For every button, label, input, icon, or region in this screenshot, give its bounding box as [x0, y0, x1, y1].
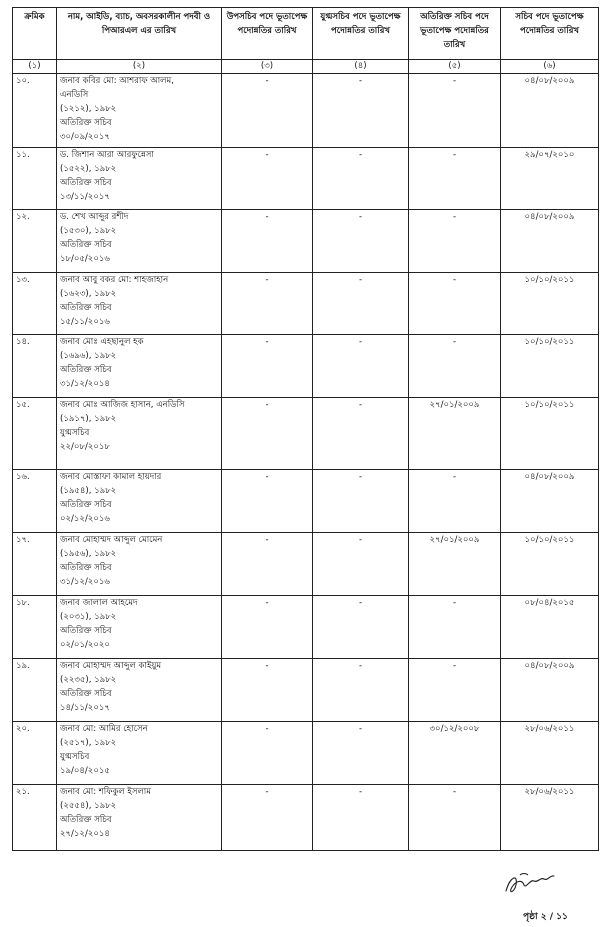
designation-line: অতিরিক্ত সচিব [60, 815, 112, 825]
name-cell [57, 533, 222, 596]
deputy-secretary-date: - [222, 659, 313, 722]
name-cell [57, 470, 222, 533]
col-number: (২) [57, 60, 222, 74]
name-cell [57, 596, 222, 659]
additional-secretary-date: ২৭/০১/২০০৯ [409, 533, 501, 596]
serial-cell: ১৩. [13, 273, 57, 335]
joint-secretary-date: - [313, 722, 409, 785]
joint-secretary-date: - [313, 596, 409, 659]
col-number: (৩) [222, 60, 313, 74]
header-joint-secretary: যুগ্মসচিব পদে ভূতাপেক্ষ পদোন্নতির তারিখ [313, 8, 409, 60]
secretary-date: ০৪/০৮/২০০৯ [501, 74, 599, 148]
prl-date-line: ১৯/০৪/২০১৫ [60, 766, 110, 776]
additional-secretary-date: - [409, 273, 501, 335]
promotion-table [12, 7, 599, 851]
designation-line: অতিরিক্ত সচিব [60, 118, 112, 128]
prl-date-line: ১৩/১১/২০১৭ [60, 192, 110, 202]
name-cell [57, 210, 222, 273]
deputy-secretary-date: - [222, 596, 313, 659]
header-name: নাম, আইডি, ব্যাচ, অবসরকালীন পদবী ও পিআরএল এর তারিখ [57, 8, 222, 60]
name-cell [57, 273, 222, 335]
id-batch-line: (১৬৯৬), ১৯৮২ [60, 351, 117, 361]
col-number: (৫) [409, 60, 501, 74]
designation-line: যুগ্মসচিব [60, 428, 90, 438]
id-batch-line: (২০৩১), ১৯৮২ [60, 612, 117, 622]
secretary-date: ১০/১০/২০১১ [501, 273, 599, 335]
id-batch-line: (২২৩৫), ১৯৮২ [60, 675, 117, 685]
name-line: জনাব মোহাম্মদ আব্দুল মোমেন [60, 535, 163, 545]
name-line: জনাব মো: শফিকুল ইসলাম [60, 787, 151, 797]
col-number: (১) [13, 60, 57, 74]
serial-cell: ১৮. [13, 596, 57, 659]
deputy-secretary-date: - [222, 74, 313, 148]
deputy-secretary-date: - [222, 470, 313, 533]
secretary-date: ২৯/০৭/২০১০ [501, 148, 599, 210]
name-line: জনাব জালাল আহমেদ [60, 598, 138, 608]
serial-cell: ২০. [13, 722, 57, 785]
serial-cell: ১০. [13, 74, 57, 148]
deputy-secretary-date: - [222, 722, 313, 785]
name-line: এনডিসি [60, 90, 89, 100]
joint-secretary-date: - [313, 273, 409, 335]
joint-secretary-date: - [313, 74, 409, 148]
header-additional-secretary: অতিরিক্ত সচিব পদে ভূতাপেক্ষ পদোন্নতির তারিখ [409, 8, 501, 60]
deputy-secretary-date: - [222, 148, 313, 210]
designation-line: অতিরিক্ত সচিব [60, 303, 112, 313]
secretary-date: ০৪/০৮/২০০৯ [501, 210, 599, 273]
prl-date-line: ২২/০৮/২০১৮ [60, 442, 110, 452]
name-cell [57, 148, 222, 210]
table-row [13, 659, 599, 722]
prl-date-line: ০২/০১/২০২০ [60, 640, 110, 650]
deputy-secretary-date: - [222, 210, 313, 273]
serial-cell: ১৪. [13, 335, 57, 398]
designation-line: অতিরিক্ত সচিব [60, 365, 112, 375]
joint-secretary-date: - [313, 659, 409, 722]
signature [500, 867, 560, 897]
additional-secretary-date: ২৭/০১/২০০৯ [409, 398, 501, 470]
additional-secretary-date: - [409, 210, 501, 273]
additional-secretary-date: - [409, 335, 501, 398]
name-line: জনাব মোঃ এহছানুল হক [60, 337, 144, 347]
joint-secretary-date: - [313, 335, 409, 398]
col-number: (৬) [501, 60, 599, 74]
secretary-date: ০৪/০৮/২০০৯ [501, 659, 599, 722]
additional-secretary-date: - [409, 785, 501, 851]
name-line: ড. জিশান আরা আরফুন্নেসা [60, 150, 154, 160]
name-line: জনাব মোহাম্মদ আব্দুল কাইয়ুম [60, 661, 162, 671]
deputy-secretary-date: - [222, 533, 313, 596]
joint-secretary-date: - [313, 398, 409, 470]
id-batch-line: (২৫৫৪), ১৯৮২ [60, 801, 117, 811]
name-cell [57, 335, 222, 398]
header-secretary: সচিব পদে ভূতাপেক্ষ পদোন্নতির তারিখ [501, 8, 599, 60]
designation-line: যুগ্মসচিব [60, 752, 90, 762]
secretary-date: ২৮/০৬/২০১১ [501, 785, 599, 851]
prl-date-line: ১৮/০৫/২০১৬ [60, 254, 110, 264]
table-row [13, 273, 599, 335]
name-cell [57, 74, 222, 148]
table-row [13, 335, 599, 398]
column-number-row [13, 60, 599, 74]
serial-cell: ১১. [13, 148, 57, 210]
header-serial: ক্রমিক [13, 8, 57, 60]
prl-date-line: ৩১/১২/২০১৪ [60, 379, 110, 389]
name-line: জনাব আবু বকর মো: শাহজাহান [60, 275, 169, 285]
name-line: জনাব মোঃ আজিজ হাসান, এনডিসি [60, 400, 185, 410]
id-batch-line: (১৫৩০), ১৯৮২ [60, 226, 117, 236]
id-batch-line: (১৯১৭), ১৯৮২ [60, 414, 117, 424]
id-batch-line: (১২১২), ১৯৮২ [60, 104, 117, 114]
joint-secretary-date: - [313, 785, 409, 851]
designation-line: অতিরিক্ত সচিব [60, 689, 112, 699]
serial-cell: ১৭. [13, 533, 57, 596]
prl-date-line: ২৭/১২/২০১৪ [60, 829, 110, 839]
designation-line: অতিরিক্ত সচিব [60, 240, 112, 250]
secretary-date: ১০/১০/২০১১ [501, 533, 599, 596]
id-batch-line: (১৯৫৪), ১৯৮২ [60, 486, 117, 496]
prl-date-line: ৩০/০৯/২০১৭ [60, 132, 110, 142]
col-number: (৪) [313, 60, 409, 74]
additional-secretary-date: - [409, 148, 501, 210]
serial-cell: ১৯. [13, 659, 57, 722]
name-cell [57, 722, 222, 785]
serial-cell: ১২. [13, 210, 57, 273]
id-batch-line: (২৫১৭), ১৯৮২ [60, 738, 117, 748]
secretary-date: ১০/১০/২০১১ [501, 335, 599, 398]
name-cell [57, 659, 222, 722]
secretary-date: ০৮/০৪/২০১৫ [501, 596, 599, 659]
additional-secretary-date: - [409, 596, 501, 659]
id-batch-line: (১৯৫৬), ১৯৮২ [60, 549, 117, 559]
secretary-date: ১০/১০/২০১১ [501, 398, 599, 470]
designation-line: অতিরিক্ত সচিব [60, 563, 112, 573]
table-row [13, 210, 599, 273]
table-row [13, 398, 599, 470]
table-row [13, 785, 599, 851]
prl-date-line: ৩১/১২/২০১৬ [60, 577, 110, 587]
joint-secretary-date: - [313, 533, 409, 596]
table-row [13, 74, 599, 148]
table-row [13, 148, 599, 210]
additional-secretary-date: ৩০/১২/২০০৮ [409, 722, 501, 785]
additional-secretary-date: - [409, 74, 501, 148]
prl-date-line: ০২/১২/২০১৬ [60, 514, 110, 524]
joint-secretary-date: - [313, 148, 409, 210]
secretary-date: ২৮/০৬/২০১১ [501, 722, 599, 785]
name-cell [57, 398, 222, 470]
designation-line: অতিরিক্ত সচিব [60, 500, 112, 510]
name-line: জনাব মো: আমির হোসেন [60, 724, 148, 734]
header-row [13, 8, 599, 60]
name-line: জনাব কবির মো: আশরাফ আলম, [60, 76, 174, 86]
deputy-secretary-date: - [222, 273, 313, 335]
deputy-secretary-date: - [222, 335, 313, 398]
table-row [13, 533, 599, 596]
serial-cell: ১৬. [13, 470, 57, 533]
deputy-secretary-date: - [222, 785, 313, 851]
secretary-date: ০৪/০৮/২০০৯ [501, 470, 599, 533]
additional-secretary-date: - [409, 659, 501, 722]
table-row [13, 596, 599, 659]
page-number: পৃষ্ঠা ২ / ১১ [523, 912, 568, 922]
joint-secretary-date: - [313, 470, 409, 533]
additional-secretary-date: - [409, 470, 501, 533]
id-batch-line: (১৫২২), ১৯৮২ [60, 164, 117, 174]
prl-date-line: ১৪/১১/২০১৭ [60, 703, 110, 713]
serial-cell: ১৫. [13, 398, 57, 470]
name-line: ড. শেখ আব্দুর রশীদ [60, 212, 129, 222]
deputy-secretary-date: - [222, 398, 313, 470]
serial-cell: ২১. [13, 785, 57, 851]
joint-secretary-date: - [313, 210, 409, 273]
name-cell [57, 785, 222, 851]
table-row [13, 722, 599, 785]
table-row [13, 470, 599, 533]
designation-line: অতিরিক্ত সচিব [60, 178, 112, 188]
id-batch-line: (১৬২৩), ১৯৮২ [60, 289, 117, 299]
designation-line: অতিরিক্ত সচিব [60, 626, 112, 636]
prl-date-line: ১৫/১১/২০১৬ [60, 317, 110, 327]
name-line: জনাব মোস্তাফা কামাল হায়দার [60, 472, 162, 482]
header-deputy-secretary: উপসচিব পদে ভূতাপেক্ষ পদোন্নতির তারিখ [222, 8, 313, 60]
